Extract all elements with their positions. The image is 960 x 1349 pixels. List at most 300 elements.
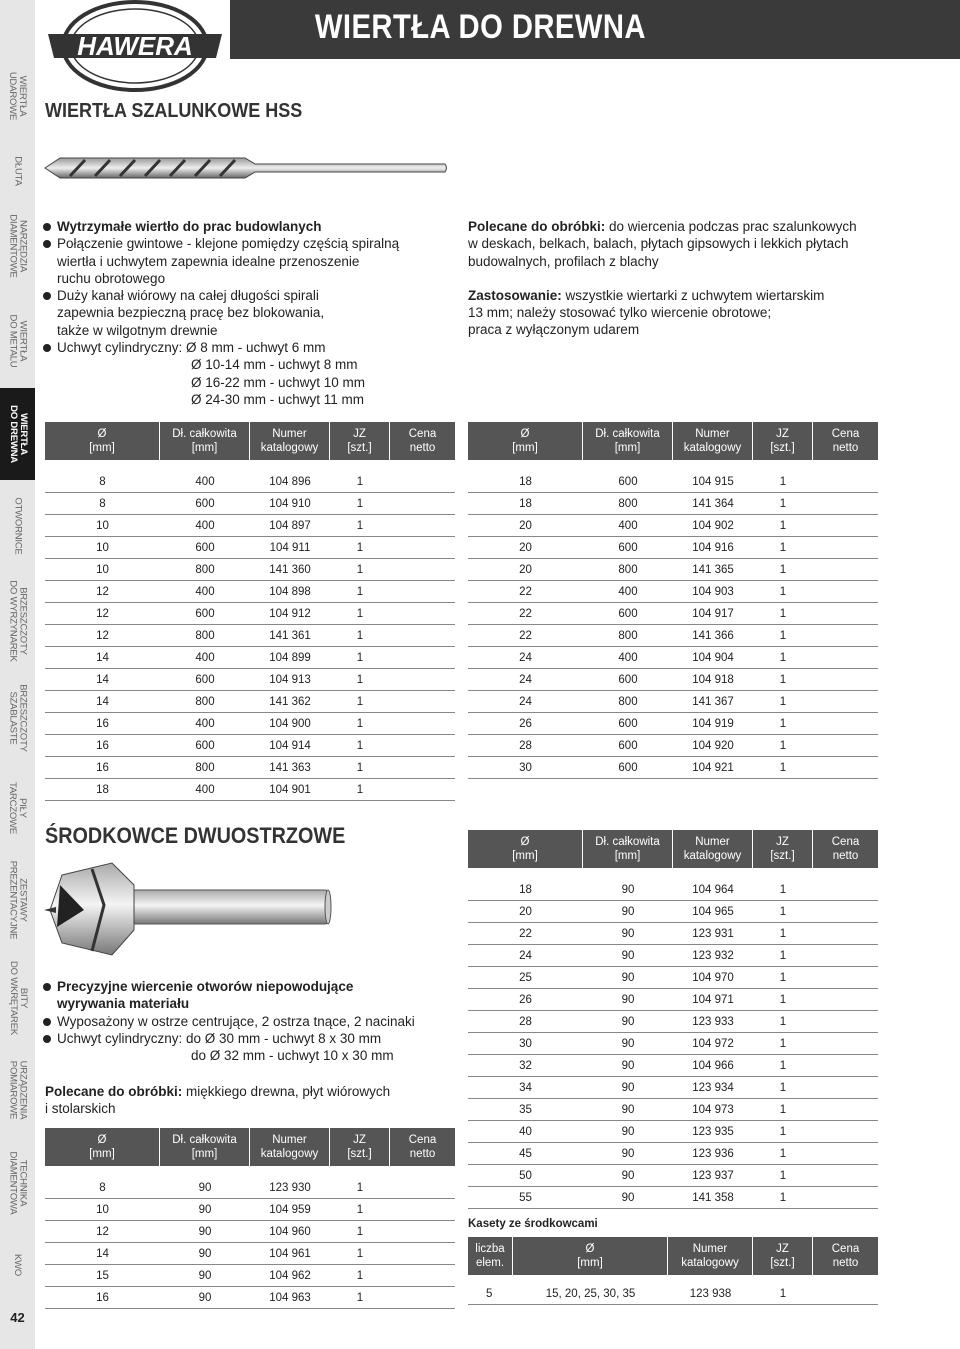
- table-cell: 90: [583, 1143, 673, 1165]
- table-cell: 400: [160, 581, 250, 603]
- table-row: [45, 669, 455, 691]
- table-cell: [813, 1033, 878, 1055]
- table-row: [468, 691, 878, 713]
- table-cell: 141 364: [673, 493, 753, 515]
- table-row: [468, 967, 878, 989]
- table-row: [468, 1033, 878, 1055]
- table-cell: 104 963: [250, 1287, 330, 1309]
- table-cell: [813, 581, 878, 603]
- table-cell: 90: [160, 1199, 250, 1221]
- feature-item: Uchwyt cylindryczny: Ø 8 mm - uchwyt 6 mm: [43, 339, 463, 356]
- table-cell: 15, 20, 25, 30, 35: [513, 1283, 668, 1305]
- table-cell: 141 363: [250, 757, 330, 779]
- table-cell: 600: [583, 757, 673, 779]
- table-cell: 104 911: [250, 537, 330, 559]
- table-cell: 104 898: [250, 581, 330, 603]
- column-header-catalog-number: Numer katalogowy: [668, 1237, 753, 1275]
- table-cell: 600: [583, 603, 673, 625]
- table-row: [468, 603, 878, 625]
- table-cell: 400: [160, 515, 250, 537]
- table-cell: 1: [753, 1011, 813, 1033]
- table-cell: [390, 559, 455, 581]
- column-header-catalog-number: Numer katalogowy: [673, 422, 753, 460]
- column-header-diameter: Ø [mm]: [468, 422, 583, 460]
- table-cell: [813, 1121, 878, 1143]
- table-row: [468, 989, 878, 1011]
- table-cell: 90: [583, 989, 673, 1011]
- table-cell: 1: [330, 493, 390, 515]
- table-cell: 400: [160, 647, 250, 669]
- table-cell: 1: [753, 669, 813, 691]
- table-cell: 1: [330, 691, 390, 713]
- table-cell: 12: [45, 1221, 160, 1243]
- column-header-unit-qty: JZ [szt.]: [753, 1237, 813, 1275]
- table-cell: 600: [160, 735, 250, 757]
- table-cell: 141 360: [250, 559, 330, 581]
- table-cell: 1: [330, 779, 390, 801]
- section-title-srodkowce: ŚRODKOWCE DWUOSTRZOWE: [45, 823, 346, 848]
- table-cell: 22: [468, 923, 583, 945]
- table-cell: 15: [45, 1265, 160, 1287]
- table-cell: 104 901: [250, 779, 330, 801]
- table-header-row: [468, 1237, 878, 1275]
- table-cell: 800: [160, 625, 250, 647]
- table-cell: 14: [45, 1243, 160, 1265]
- table-cell: 123 932: [673, 945, 753, 967]
- table-cell: [390, 515, 455, 537]
- table-cell: 26: [468, 989, 583, 1011]
- table-cell: 123 934: [673, 1077, 753, 1099]
- table-cell: 1: [753, 713, 813, 735]
- table-cell: [813, 559, 878, 581]
- sidebar-item-technika[interactable]: TECHNIKA DIAMENTOWA: [7, 1151, 29, 1214]
- sidebar-item-dluta[interactable]: DŁUTA: [12, 155, 24, 186]
- table-cell: [813, 1055, 878, 1077]
- table-row: [45, 735, 455, 757]
- table-cell: 104 897: [250, 515, 330, 537]
- table-cell: 12: [45, 625, 160, 647]
- table-cell: 400: [160, 713, 250, 735]
- column-header-catalog-number: Numer katalogowy: [673, 830, 753, 868]
- table-row: [45, 757, 455, 779]
- table-cell: 123 930: [250, 1177, 330, 1199]
- column-header-length: Dł. całkowita [mm]: [160, 422, 250, 460]
- feature-item-cont: Ø 24-30 mm - uchwyt 11 mm: [191, 391, 365, 407]
- sidebar-item-kwo[interactable]: KWO: [12, 1253, 24, 1277]
- hawera-logo: [40, 0, 230, 92]
- table-cell: 1: [330, 515, 390, 537]
- table-cell: 14: [45, 647, 160, 669]
- table-cell: 104 970: [673, 967, 753, 989]
- table-cell: [813, 1187, 878, 1209]
- table-cell: 18: [45, 779, 160, 801]
- table-cell: 1: [753, 945, 813, 967]
- table-cell: [390, 493, 455, 515]
- table-cell: 90: [160, 1221, 250, 1243]
- table-cell: 24: [468, 945, 583, 967]
- sidebar-item-wiertla-drewno[interactable]: WIERTŁA DO DREWNA: [0, 388, 35, 480]
- table-row: [468, 493, 878, 515]
- column-header-diameter: Ø [mm]: [468, 830, 583, 868]
- table-row: [45, 471, 455, 493]
- table-cell: 1: [753, 647, 813, 669]
- table-cell: 600: [583, 471, 673, 493]
- table-row: [468, 735, 878, 757]
- table-cell: 1: [330, 1265, 390, 1287]
- table-cell: 141 362: [250, 691, 330, 713]
- table-row: [468, 879, 878, 901]
- table-cell: [813, 735, 878, 757]
- table-cell: 90: [583, 1121, 673, 1143]
- table-cell: 10: [45, 559, 160, 581]
- section-title-szalunkowe: WIERTŁA SZALUNKOWE HSS: [45, 100, 303, 122]
- table-cell: 1: [330, 1177, 390, 1199]
- sidebar-item-narzedzia-diamentowe[interactable]: NARZĘDZIA DIAMENTOWE: [7, 213, 29, 278]
- table-row: [45, 647, 455, 669]
- table-cell: 90: [583, 1099, 673, 1121]
- feature-item-cont: do Ø 32 mm - uchwyt 10 x 30 mm: [191, 1048, 394, 1064]
- feature-item-cont: Ø 16-22 mm - uchwyt 10 mm: [191, 374, 366, 390]
- table-cell: 104 973: [673, 1099, 753, 1121]
- table-row: [468, 537, 878, 559]
- table-row: [45, 1243, 455, 1265]
- table-cell: 12: [45, 603, 160, 625]
- table-cell: [390, 1177, 455, 1199]
- feature-item-cont: ruchu obrotowego: [57, 270, 166, 286]
- table-cell: 1: [753, 1055, 813, 1077]
- feature-item: Wytrzymałe wiertło do prac budowlanych: [43, 218, 463, 235]
- table-cell: 40: [468, 1121, 583, 1143]
- table-cell: 50: [468, 1165, 583, 1187]
- table-cell: [390, 757, 455, 779]
- page-number: 42: [10, 1310, 25, 1325]
- table-row: [468, 515, 878, 537]
- sidebar-item-zestawy[interactable]: ZESTAWY PREZENTACYJNE: [7, 860, 29, 940]
- table-cell: [813, 625, 878, 647]
- table-cell: 141 361: [250, 625, 330, 647]
- column-header-price: Cena netto: [813, 422, 878, 460]
- table-srodkowce-right: [468, 830, 878, 1209]
- header-bar: [230, 0, 960, 59]
- table-cell: 16: [45, 735, 160, 757]
- column-header-unit-qty: JZ [szt.]: [330, 1128, 390, 1166]
- table-cell: 12: [45, 581, 160, 603]
- table-cell: [813, 1077, 878, 1099]
- table-cell: 1: [753, 1165, 813, 1187]
- column-header-catalog-number: Numer katalogowy: [250, 422, 330, 460]
- table-row: [468, 1143, 878, 1165]
- table-cell: [813, 757, 878, 779]
- table-cell: 18: [468, 471, 583, 493]
- column-header-price: Cena netto: [813, 1237, 878, 1275]
- table-cell: 5: [468, 1283, 513, 1305]
- table-cell: 14: [45, 669, 160, 691]
- table-cell: 90: [583, 1033, 673, 1055]
- table-cell: [813, 967, 878, 989]
- table-cell: [390, 1243, 455, 1265]
- table-cell: 104 964: [673, 879, 753, 901]
- column-header-length: Dł. całkowita [mm]: [583, 830, 673, 868]
- table-cell: 90: [583, 1187, 673, 1209]
- table-cell: [813, 603, 878, 625]
- table-cell: 104 962: [250, 1265, 330, 1287]
- table-cell: 104 916: [673, 537, 753, 559]
- table-cell: 600: [160, 669, 250, 691]
- table-header-row: [468, 830, 878, 868]
- table-cell: 90: [160, 1177, 250, 1199]
- table-cell: 141 358: [673, 1187, 753, 1209]
- feature-item-cont: zapewnia bezpieczną pracę bez blokowania,: [57, 305, 325, 321]
- sidebar-item-wiertla-metal[interactable]: WIERTŁA DO METALU: [7, 314, 29, 367]
- table-cell: 26: [468, 713, 583, 735]
- table-cell: 104 966: [673, 1055, 753, 1077]
- column-header-diameter: Ø [mm]: [45, 422, 160, 460]
- table-cell: [813, 647, 878, 669]
- table-cell: 20: [468, 515, 583, 537]
- table-cell: 45: [468, 1143, 583, 1165]
- table-cell: [390, 1221, 455, 1243]
- table-cell: 22: [468, 581, 583, 603]
- table-szalunkowe-left: [45, 422, 455, 801]
- table-cell: 400: [583, 515, 673, 537]
- table-cell: 104 896: [250, 471, 330, 493]
- table-cell: 90: [583, 1077, 673, 1099]
- table-cell: 90: [583, 945, 673, 967]
- table-cell: [390, 471, 455, 493]
- table-cell: 600: [160, 537, 250, 559]
- table-cell: [390, 1265, 455, 1287]
- table-row: [468, 923, 878, 945]
- table-row: [45, 1265, 455, 1287]
- table-row: [468, 559, 878, 581]
- table-cell: 1: [753, 493, 813, 515]
- table-cell: [390, 647, 455, 669]
- table-szalunkowe-right: [468, 422, 878, 779]
- table-row: [468, 1055, 878, 1077]
- table-cell: 800: [583, 559, 673, 581]
- table-cell: [813, 1099, 878, 1121]
- svg-text:HAWERA: HAWERA: [77, 31, 193, 61]
- table-cell: 20: [468, 901, 583, 923]
- table-row: [468, 1283, 878, 1305]
- table-cell: [390, 669, 455, 691]
- table-cell: 104 961: [250, 1243, 330, 1265]
- table-cell: 104 920: [673, 735, 753, 757]
- table-cell: 104 902: [673, 515, 753, 537]
- table-row: [468, 625, 878, 647]
- table-row: [468, 669, 878, 691]
- table-row: [45, 515, 455, 537]
- table-cell: 90: [160, 1265, 250, 1287]
- table-cell: [813, 923, 878, 945]
- table-row: [45, 1177, 455, 1199]
- table-cell: [813, 901, 878, 923]
- features-list-szalunkowe: [43, 218, 463, 408]
- features-list-srodkowce: [43, 978, 463, 1064]
- table-cell: 104 972: [673, 1033, 753, 1055]
- table-cell: [390, 713, 455, 735]
- table-row: [45, 537, 455, 559]
- table-cell: 1: [330, 757, 390, 779]
- table-cell: 400: [160, 779, 250, 801]
- table-cell: 123 936: [673, 1143, 753, 1165]
- table-cell: 90: [583, 901, 673, 923]
- recommended-use-szalunkowe: Polecane do obróbki: do wiercenia podczas prac szalunkowych w deskach, belkach, balach, płytach gipsowych i lekkich płytach budowalnych, profilach z blachy Zastosowanie: wszystkie wiertarki z uchwytem wiertarskim 13 mm; należy stosować tylko wiercenie obrotowe; praca z wyłączonym udarem: [468, 219, 857, 338]
- table-srodkowce-left: [45, 1128, 455, 1309]
- table-cell: 1: [753, 989, 813, 1011]
- table-cell: 20: [468, 559, 583, 581]
- feature-item: Uchwyt cylindryczny: do Ø 30 mm - uchwyt 8 x 30 mm: [43, 1030, 463, 1047]
- table-cell: 14: [45, 691, 160, 713]
- table-cell: [813, 989, 878, 1011]
- table-cell: 123 935: [673, 1121, 753, 1143]
- table-cell: 104 912: [250, 603, 330, 625]
- table-cell: 800: [583, 691, 673, 713]
- feature-item-cont: wyrywania materiału: [57, 996, 190, 1012]
- table-cell: 8: [45, 471, 160, 493]
- table-cell: [813, 1165, 878, 1187]
- table-cell: [813, 1283, 878, 1305]
- table-row: [468, 1099, 878, 1121]
- feature-item: Połączenie gwintowe - klejone pomiędzy częścią spiralną: [43, 235, 463, 252]
- table-header-row: [45, 1128, 455, 1166]
- table-cell: 1: [753, 625, 813, 647]
- table-cell: 1: [753, 603, 813, 625]
- table-cell: 400: [160, 471, 250, 493]
- table-cell: [813, 713, 878, 735]
- table-row: [468, 1165, 878, 1187]
- table-row: [468, 1121, 878, 1143]
- table-cell: 600: [583, 713, 673, 735]
- kasety-label: Kasety ze środkowcami: [468, 1218, 598, 1230]
- table-row: [45, 1287, 455, 1309]
- table-cell: 1: [330, 537, 390, 559]
- table-cell: 35: [468, 1099, 583, 1121]
- table-cell: 600: [583, 735, 673, 757]
- table-cell: [813, 537, 878, 559]
- table-cell: 600: [160, 493, 250, 515]
- table-cell: 1: [753, 1077, 813, 1099]
- table-cell: 1: [753, 1099, 813, 1121]
- column-header-unit-qty: JZ [szt.]: [330, 422, 390, 460]
- table-cell: 90: [160, 1287, 250, 1309]
- column-header-length: Dł. całkowita [mm]: [583, 422, 673, 460]
- table-cell: 10: [45, 515, 160, 537]
- table-cell: 55: [468, 1187, 583, 1209]
- table-cell: 1: [330, 647, 390, 669]
- table-cell: 90: [583, 967, 673, 989]
- table-cell: 104 917: [673, 603, 753, 625]
- table-cell: 8: [45, 1177, 160, 1199]
- table-cell: [813, 1143, 878, 1165]
- table-cell: 8: [45, 493, 160, 515]
- table-cell: 600: [583, 669, 673, 691]
- table-cell: 104 899: [250, 647, 330, 669]
- table-cell: [813, 669, 878, 691]
- table-cell: [390, 537, 455, 559]
- sidebar-item-urzadzenia[interactable]: URZĄDZENIA POMIAROWE: [7, 1060, 29, 1120]
- feature-item-cont: także w wilgotnym drewnie: [57, 322, 218, 338]
- table-cell: 1: [330, 1199, 390, 1221]
- column-header-catalog-number: Numer katalogowy: [250, 1128, 330, 1166]
- recommended-use-srodkowce: Polecane do obróbki: miękkiego drewna, płyt wiórowych i stolarskich: [45, 1084, 391, 1117]
- table-cell: [813, 945, 878, 967]
- feature-item: Duży kanał wiórowy na całej długości spirali: [43, 287, 463, 304]
- sidebar-item-pily-tarczowe[interactable]: PIŁY TARCZOWE: [7, 781, 29, 834]
- column-header-diameter: Ø [mm]: [45, 1128, 160, 1166]
- table-row: [468, 471, 878, 493]
- table-cell: 18: [468, 879, 583, 901]
- table-cell: 104 971: [673, 989, 753, 1011]
- table-row: [468, 581, 878, 603]
- table-cell: 1: [753, 923, 813, 945]
- table-cell: 1: [330, 471, 390, 493]
- table-row: [468, 713, 878, 735]
- table-cell: 22: [468, 603, 583, 625]
- table-cell: 1: [330, 581, 390, 603]
- table-cell: 28: [468, 1011, 583, 1033]
- sidebar-item-wiertla-udarowe[interactable]: WIERTŁA UDAROWE: [7, 71, 29, 120]
- table-cell: 1: [753, 691, 813, 713]
- table-cell: 24: [468, 669, 583, 691]
- feature-item: Wyposażony w ostrze centrujące, 2 ostrza tnące, 2 nacinaki: [43, 1013, 463, 1030]
- table-kasety: [468, 1237, 878, 1305]
- table-cell: 600: [583, 537, 673, 559]
- sidebar-item-brzeszczoty-wyrzynarek[interactable]: BRZESZCZOTY DO WYRZYNAREK: [7, 580, 29, 662]
- table-cell: 25: [468, 967, 583, 989]
- table-cell: 800: [160, 757, 250, 779]
- table-cell: 104 910: [250, 493, 330, 515]
- table-cell: 1: [330, 1287, 390, 1309]
- table-cell: 104 921: [673, 757, 753, 779]
- table-cell: 123 938: [668, 1283, 753, 1305]
- table-cell: 1: [753, 879, 813, 901]
- table-cell: [813, 1011, 878, 1033]
- table-cell: 104 900: [250, 713, 330, 735]
- table-row: [468, 647, 878, 669]
- sidebar-item-bity[interactable]: BITY DO WKRĘTAREK: [7, 960, 29, 1035]
- table-cell: [390, 581, 455, 603]
- table-cell: 1: [753, 1143, 813, 1165]
- table-cell: 141 367: [673, 691, 753, 713]
- sidebar-item-brzeszczoty-szablaste[interactable]: BRZESZCZOTY SZABLASTE: [7, 683, 29, 752]
- table-cell: 123 931: [673, 923, 753, 945]
- table-cell: 800: [583, 493, 673, 515]
- table-row: [45, 603, 455, 625]
- table-cell: [390, 603, 455, 625]
- feature-item-cont: Ø 10-14 mm - uchwyt 8 mm: [191, 357, 358, 373]
- table-cell: 1: [753, 757, 813, 779]
- table-cell: 800: [160, 691, 250, 713]
- table-row: [468, 945, 878, 967]
- table-cell: 600: [160, 603, 250, 625]
- column-header-unit-qty: JZ [szt.]: [753, 830, 813, 868]
- table-cell: 141 366: [673, 625, 753, 647]
- table-row: [45, 1199, 455, 1221]
- table-cell: [390, 691, 455, 713]
- sidebar-item-otwornice[interactable]: OTWORNICE: [12, 497, 24, 555]
- table-header-row: [468, 422, 878, 460]
- table-cell: 1: [330, 735, 390, 757]
- table-row: [468, 1077, 878, 1099]
- table-cell: 1: [330, 625, 390, 647]
- column-header-price: Cena netto: [813, 830, 878, 868]
- table-row: [468, 1011, 878, 1033]
- table-cell: 800: [160, 559, 250, 581]
- table-cell: 1: [330, 559, 390, 581]
- table-cell: 90: [583, 1011, 673, 1033]
- column-header-unit-qty: JZ [szt.]: [753, 422, 813, 460]
